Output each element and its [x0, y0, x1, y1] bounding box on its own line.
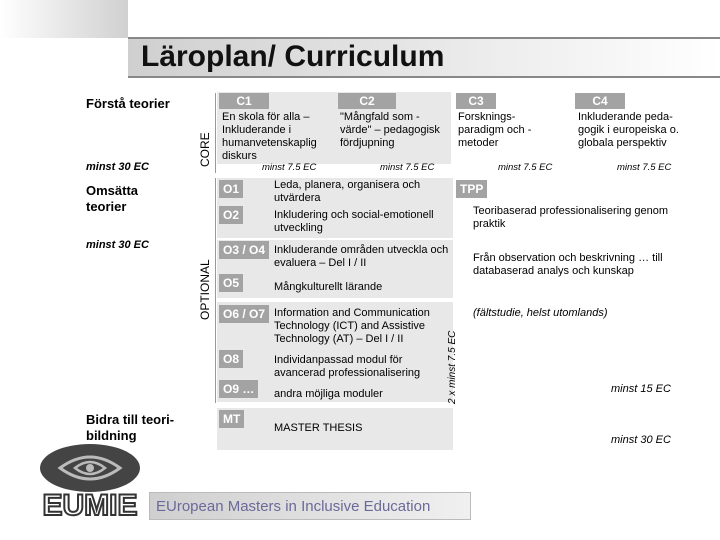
o1-code[interactable]: O1: [219, 180, 243, 198]
c4-ec: minst 7.5 EC: [617, 162, 672, 173]
mt-text: MASTER THESIS: [274, 422, 363, 434]
o8-code[interactable]: O8: [219, 350, 243, 368]
o5-text: Mångkulturellt lärande: [274, 281, 383, 293]
mt-code[interactable]: MT: [219, 410, 244, 428]
footer-bar: [149, 492, 471, 520]
o5-code[interactable]: O5: [219, 274, 243, 292]
mt-ec: minst 30 EC: [611, 434, 671, 446]
c3-header[interactable]: C3: [456, 93, 496, 109]
o9-code[interactable]: O9 …: [219, 380, 258, 398]
core-vertical-label: CORE: [198, 132, 212, 167]
core-divider: [215, 93, 216, 173]
svg-text:EUMIE: EUMIE: [42, 489, 138, 522]
o3o4-text: Inkluderande områden utveckla och evaluera – Del I / II: [274, 244, 449, 269]
c2-ec: minst 7.5 EC: [380, 162, 435, 173]
c2-header[interactable]: C2: [338, 93, 396, 109]
page-title: Läroplan/ Curriculum: [141, 40, 445, 73]
minst-label-2: minst 30 EC: [86, 239, 149, 251]
o6o7-code[interactable]: O6 / O7: [219, 305, 269, 323]
bidra-label: Bidra till teori-bildning: [86, 412, 175, 443]
eumie-logo: [35, 440, 145, 530]
optional-divider: [215, 178, 216, 403]
footer-text: EUropean Masters in Inclusive Education: [156, 497, 431, 515]
o2-text: Inkludering och social-emotionell utveckling: [274, 209, 434, 234]
o8-text: Individanpassad modul för avancerad professionalisering: [274, 354, 421, 379]
tpp-line3: (fältstudie, helst utomlands): [473, 307, 608, 319]
minst-label-1: minst 30 EC: [86, 161, 149, 173]
tpp-code[interactable]: TPP: [456, 180, 487, 198]
c1-ec: minst 7.5 EC: [262, 162, 317, 173]
o3o4-code[interactable]: O3 / O4: [219, 241, 269, 259]
c3-text: Forsknings-paradigm och -metoder: [458, 111, 532, 149]
tpp-line2: Från observation och beskrivning … till databaserad analys och kunskap: [473, 252, 663, 277]
vertical-ec-label: 2 x minst 7.5 EC: [447, 330, 458, 404]
tpp-ec: minst 15 EC: [611, 383, 671, 395]
o1-text: Leda, planera, organisera och utvärdera: [274, 179, 421, 204]
divider-top: [128, 37, 720, 39]
c4-header[interactable]: C4: [575, 93, 625, 109]
o9-text: andra möjliga moduler: [274, 388, 383, 400]
tpp-line1: Teoribaserad professionalisering genom praktik: [473, 205, 669, 230]
c1-text: En skola för alla – Inkluderande i humanvetenskaplig diskurs: [222, 111, 317, 162]
divider-bottom: [128, 76, 720, 78]
forsta-teorier-label: Förstå teorier: [86, 96, 170, 111]
c2-text: "Mångfald som -värde" – pedagogisk fördjupning: [340, 111, 440, 149]
omsatta-teorier-label: Omsätta teorier: [86, 183, 139, 214]
c3-ec: minst 7.5 EC: [498, 162, 553, 173]
c4-text: Inkluderande peda-gogik i europeiska o. globala perspektiv: [578, 111, 679, 149]
optional-vertical-label: OPTIONAL: [198, 259, 212, 320]
top-gradient-bar: [0, 0, 128, 38]
c1-header[interactable]: C1: [219, 93, 269, 109]
o6o7-text: Information and Communication Technology (ICT) and Assistive Technology (AT) – Del I / II: [274, 307, 430, 345]
o2-code[interactable]: O2: [219, 206, 243, 224]
